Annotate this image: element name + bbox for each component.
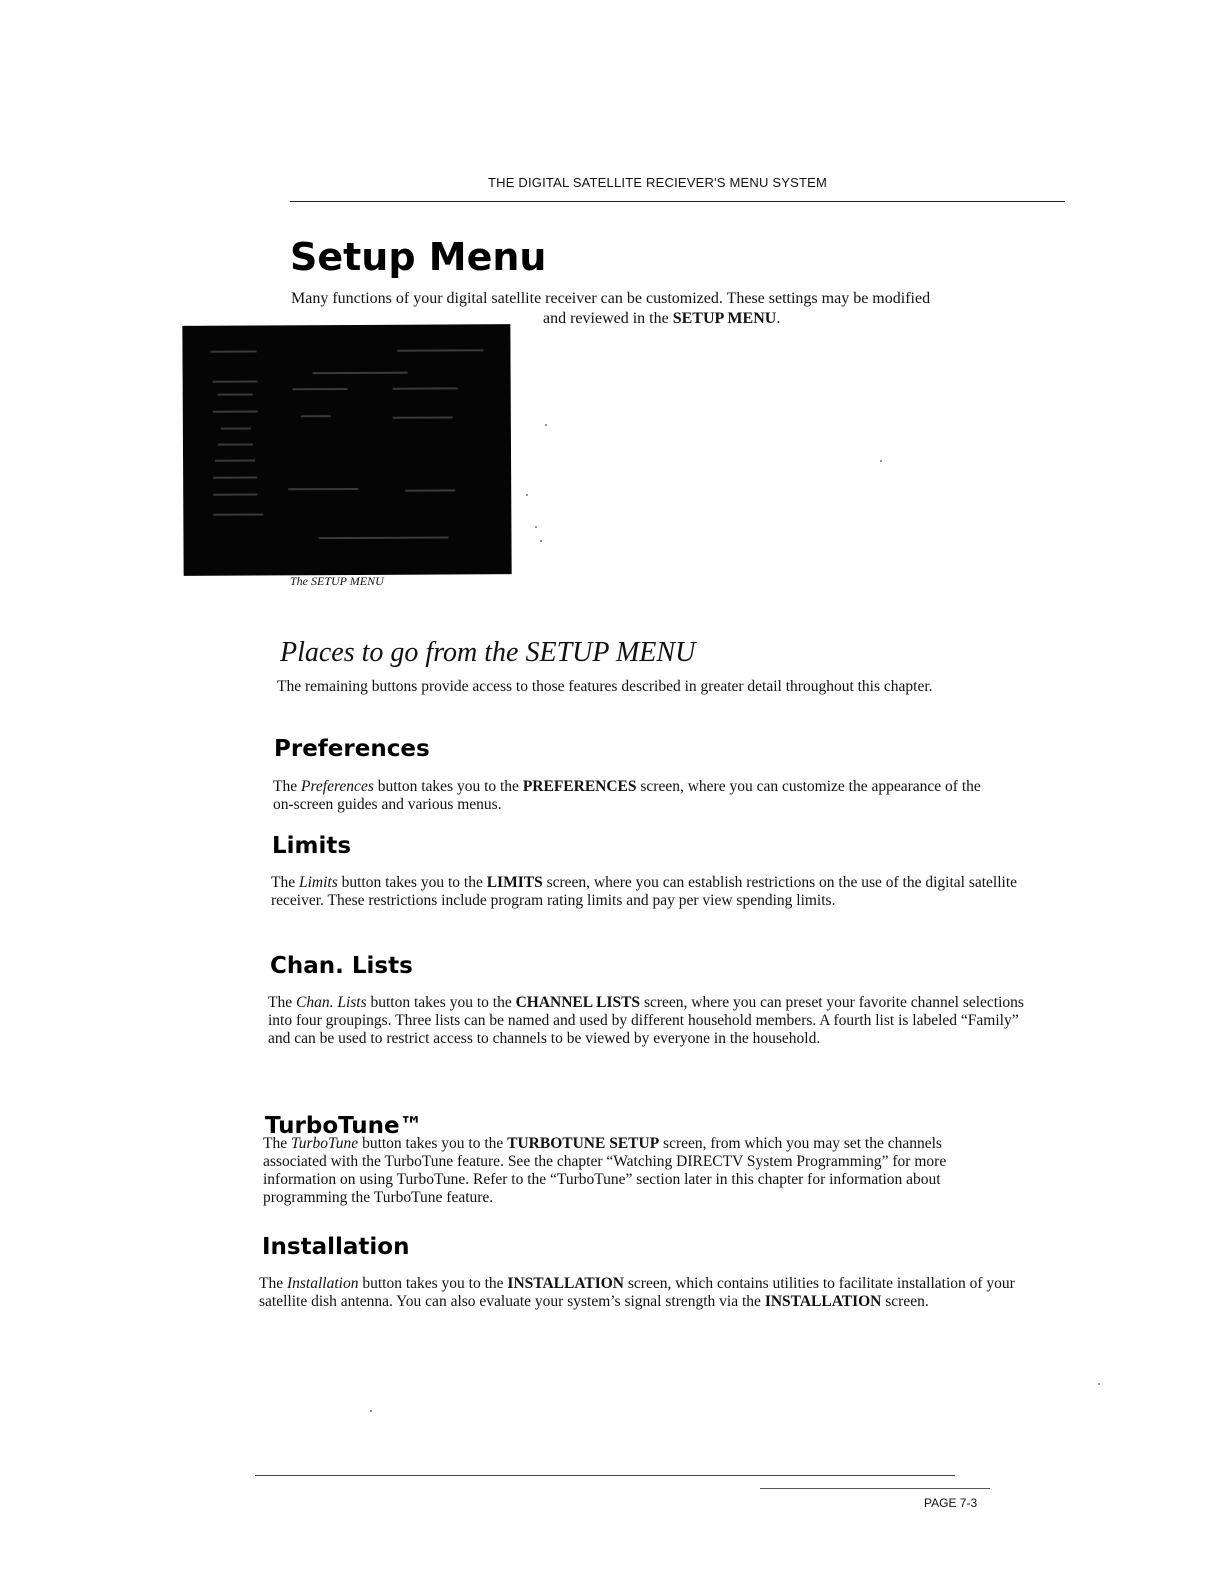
screen-title-mark bbox=[210, 350, 256, 352]
screen-footer-mark bbox=[318, 536, 448, 539]
body-text: button takes you to the bbox=[358, 1275, 508, 1292]
intro-paragraph bbox=[291, 289, 1051, 329]
screen-field-mark bbox=[393, 387, 458, 389]
screen-field-mark bbox=[301, 415, 331, 417]
screen-nav-mark bbox=[213, 513, 263, 515]
body-text: screen, from which you may set the channels associated with the TurboTune feature. See the chapter “Watching DIRECTV System Programming” for more information on using TurboTune. Refer to the “TurboTune” section later in this chapter for information about programming the TurboTune feature. bbox=[263, 1135, 947, 1206]
screen-nav-mark bbox=[213, 476, 257, 478]
body-text: The bbox=[273, 778, 301, 795]
places-paragraph: The remaining buttons provide access to those features described in greater detail throughout this chapter. bbox=[277, 678, 933, 695]
body-text: button takes you to the bbox=[337, 874, 487, 891]
scan-speck bbox=[1098, 1383, 1100, 1385]
body-text: screen, where you can preset your favorite channel selections into four groupings. Three lists can be named and used by different household members. A fourth list is labeled “Family” and can be used to restrict access to channels to be viewed by everyone in the household. bbox=[268, 994, 1024, 1047]
body-text: button takes you to the bbox=[366, 994, 516, 1011]
body-text: screen. bbox=[881, 1293, 929, 1310]
screen-name-term: CHANNEL LISTS bbox=[515, 994, 641, 1011]
intro-line-1: Many functions of your digital satellite receiver can be customized. These settings may be modified bbox=[291, 290, 931, 307]
body-text: The bbox=[271, 874, 299, 891]
header-rule bbox=[290, 201, 1065, 202]
section-body-turbotune bbox=[263, 1135, 1008, 1207]
scan-speck bbox=[540, 540, 542, 542]
footer-rule-secondary bbox=[760, 1488, 990, 1489]
screen-name-term: PREFERENCES bbox=[522, 778, 637, 795]
button-name-term: TurboTune bbox=[290, 1135, 359, 1152]
section-body-installation bbox=[259, 1275, 1019, 1311]
intro-line-2-text: and reviewed in the bbox=[543, 310, 673, 327]
screen-nav-mark bbox=[213, 493, 257, 495]
page-title: Setup Menu bbox=[290, 235, 547, 279]
body-text: screen, where you can establish restrictions on the use of the digital satellite receiver. These restrictions include program rating limits and pay per view spending limits. bbox=[271, 874, 1018, 909]
screen-nav-mark bbox=[213, 380, 258, 382]
section-heading-installation: Installation bbox=[262, 1234, 410, 1260]
body-text: The bbox=[268, 994, 296, 1011]
section-heading-turbotune: TurboTune™ bbox=[265, 1113, 423, 1139]
button-name-term: Preferences bbox=[300, 778, 374, 795]
scan-speck bbox=[526, 494, 528, 496]
screen-name-term: LIMITS bbox=[486, 874, 543, 891]
screen-nav-mark bbox=[213, 410, 258, 412]
scan-speck bbox=[545, 424, 547, 426]
screen-nav-mark bbox=[218, 393, 253, 395]
section-body-limits bbox=[271, 874, 1021, 910]
scan-speck bbox=[535, 526, 537, 528]
body-text: button takes you to the bbox=[358, 1135, 508, 1152]
intro-line-2-end: . bbox=[776, 310, 781, 327]
body-text: button takes you to the bbox=[373, 778, 523, 795]
screen-name-term: TURBOTUNE SETUP bbox=[507, 1135, 660, 1152]
section-heading-chan-lists: Chan. Lists bbox=[270, 953, 413, 979]
screen-field-mark bbox=[405, 489, 455, 491]
body-text: The bbox=[263, 1135, 291, 1152]
section-heading-limits: Limits bbox=[272, 833, 352, 859]
screen-header-mark bbox=[313, 372, 408, 374]
scan-speck bbox=[370, 1410, 372, 1412]
screen-field-mark bbox=[288, 488, 358, 490]
body-text: screen, where you can customize the appearance of the on-screen guides and various menus. bbox=[273, 778, 981, 813]
screen-field-mark bbox=[293, 388, 348, 390]
footer-rule bbox=[255, 1475, 955, 1476]
places-heading: Places to go from the SETUP MENU bbox=[280, 637, 696, 668]
running-head: THE DIGITAL SATELLITE RECIEVER'S MENU SYSTEM bbox=[488, 175, 827, 190]
screen-clock-mark bbox=[397, 349, 483, 351]
section-body-preferences bbox=[273, 778, 988, 814]
button-name-term: Installation bbox=[286, 1275, 359, 1292]
body-text: screen, which contains utilities to facilitate installation of your satellite dish antenna. You can also evaluate your system’s signal strength via the bbox=[259, 1275, 1015, 1310]
figure-caption: The SETUP MENU bbox=[290, 574, 384, 588]
screen-nav-mark bbox=[215, 459, 255, 461]
screen-name-term: INSTALLATION bbox=[764, 1293, 882, 1310]
screen-nav-mark bbox=[218, 443, 253, 445]
page-number: PAGE 7-3 bbox=[924, 1496, 978, 1510]
setup-menu-screenshot bbox=[182, 324, 511, 576]
button-name-term: Limits bbox=[298, 874, 338, 891]
section-body-chan-lists bbox=[268, 994, 1028, 1048]
screen-field-mark bbox=[393, 416, 453, 418]
section-heading-preferences: Preferences bbox=[274, 736, 430, 762]
scan-speck bbox=[880, 460, 882, 462]
intro-setup-menu-term: SETUP MENU bbox=[672, 310, 777, 327]
button-name-term: Chan. Lists bbox=[295, 994, 367, 1011]
screen-name-term: INSTALLATION bbox=[507, 1275, 624, 1292]
screen-nav-mark bbox=[221, 428, 251, 430]
body-text: The bbox=[259, 1275, 287, 1292]
